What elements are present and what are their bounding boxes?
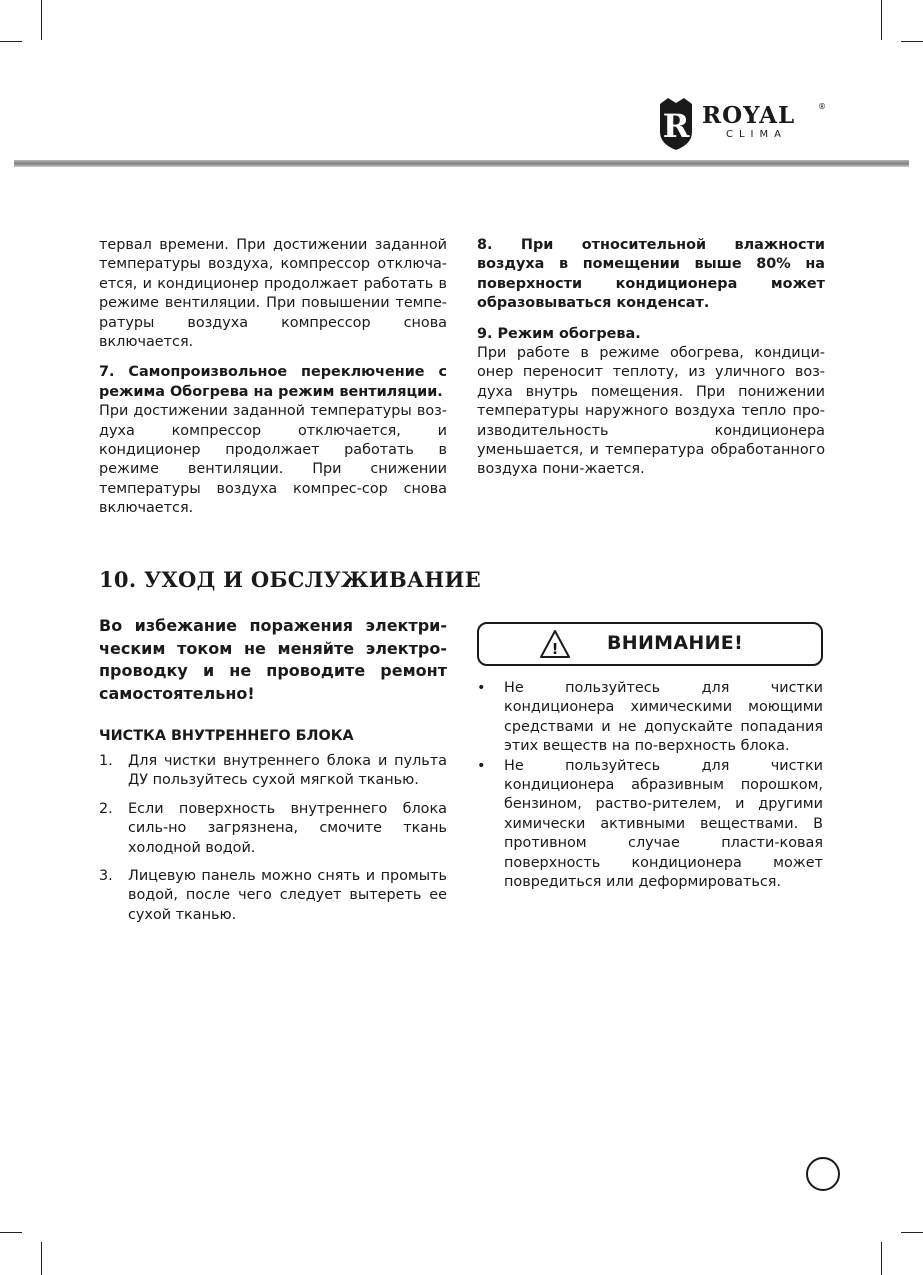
crop-mark (0, 1232, 22, 1233)
royal-clima-logo (654, 96, 829, 152)
list-item (99, 752, 447, 791)
svg-text:R: R (662, 107, 690, 145)
paragraph: тервал времени. При достижении заданной температуры воздуха, компрессор отключа-ется, и кондиционер продолжает работать в режиме вентиляции. При повышении темпе-ратуры воздуха компрессор снова включается. (99, 237, 447, 351)
cleaning-subheading: ЧИСТКА ВНУТРЕННЕГО БЛОКА (99, 728, 354, 744)
left-column (99, 236, 447, 519)
svg-text:!: ! (551, 640, 559, 658)
bullet-text: Не пользуйтесь для чистки кондиционера абразивным порошком, бензином, раство-рителем, и другими химически активными веществами. В противном случае пласти-ковая поверхность кондиционера может повредиться или деформироваться. (504, 757, 823, 891)
paragraph: При достижении заданной температуры воз-духа компрессор отключается, и кондиционер продолжает работать в режиме вентиляции. При снижении температуры воздуха компрес-сор снова включается. (99, 403, 447, 517)
section-title: 10. УХОД И ОБСЛУЖИВАНИЕ (99, 567, 482, 592)
crop-mark (901, 1232, 923, 1233)
bullet: • (477, 680, 486, 696)
list-item (477, 679, 823, 757)
right-column (477, 236, 825, 480)
logo-subtitle: CLIMA (726, 129, 787, 140)
item-8-heading: 8. При относительной влажности воздуха в помещении выше 80% на поверхности кондиционера может образовываться конденсат. (477, 237, 825, 312)
crop-mark (881, 0, 882, 40)
item-7-heading: 7. Самопроизвольное переключение с режима Обогрева на режим вентиляции. (99, 364, 447, 400)
step-text: Лицевую панель можно снять и промыть водой, после чего следует вытереть ее сухой тканью. (128, 868, 447, 923)
attention-label: ВНИМАНИЕ! (607, 632, 744, 654)
step-text: Если поверхность внутреннего блока силь-но загрязнена, смочите ткань холодной водой. (128, 800, 447, 856)
list-item (477, 757, 823, 893)
crop-mark (0, 41, 22, 42)
crop-mark (41, 1242, 42, 1275)
header-divider (14, 160, 909, 167)
page-number-circle (806, 1157, 840, 1191)
item-9-heading: 9. Режим обогрева. (477, 325, 641, 342)
bullet: • (477, 757, 486, 774)
list-item (99, 800, 447, 858)
crop-mark (41, 0, 42, 40)
warning-triangle-icon (539, 629, 571, 659)
step-text: Для чистки внутреннего блока и пульта ДУ пользуйтесь сухой мягкой тканью. (128, 753, 447, 789)
electric-warning: Во избежание поражения электри-ческим током не меняйте электро-проводку и не проводите ремонт самостоятельно! (99, 616, 447, 703)
list-item (99, 867, 447, 925)
bullet-text: Не пользуйтесь для чистки кондиционера химическими моющими средствами и не допускайте попадания этих веществ на по-верхность блока. (504, 680, 823, 755)
crop-mark (901, 41, 923, 42)
attention-list (477, 679, 823, 892)
logo-registered-mark: ® (818, 102, 826, 111)
shield-icon (654, 96, 698, 152)
paragraph: При работе в режиме обогрева, кондици-онер переносит теплоту, из уличного воз-духа внутрь помещения. При понижении температуры наружного воздуха тепло про-изводительность кондиционера уменьшается, и температура обработанного воздуха пони-жается. (477, 345, 825, 478)
attention-banner (477, 622, 823, 666)
cleaning-steps (99, 752, 447, 934)
step-number: 3. (99, 868, 113, 885)
crop-mark (881, 1242, 882, 1275)
step-number: 2. (99, 800, 113, 817)
step-number: 1. (99, 753, 113, 769)
logo-brand: ROYAL (702, 102, 796, 129)
